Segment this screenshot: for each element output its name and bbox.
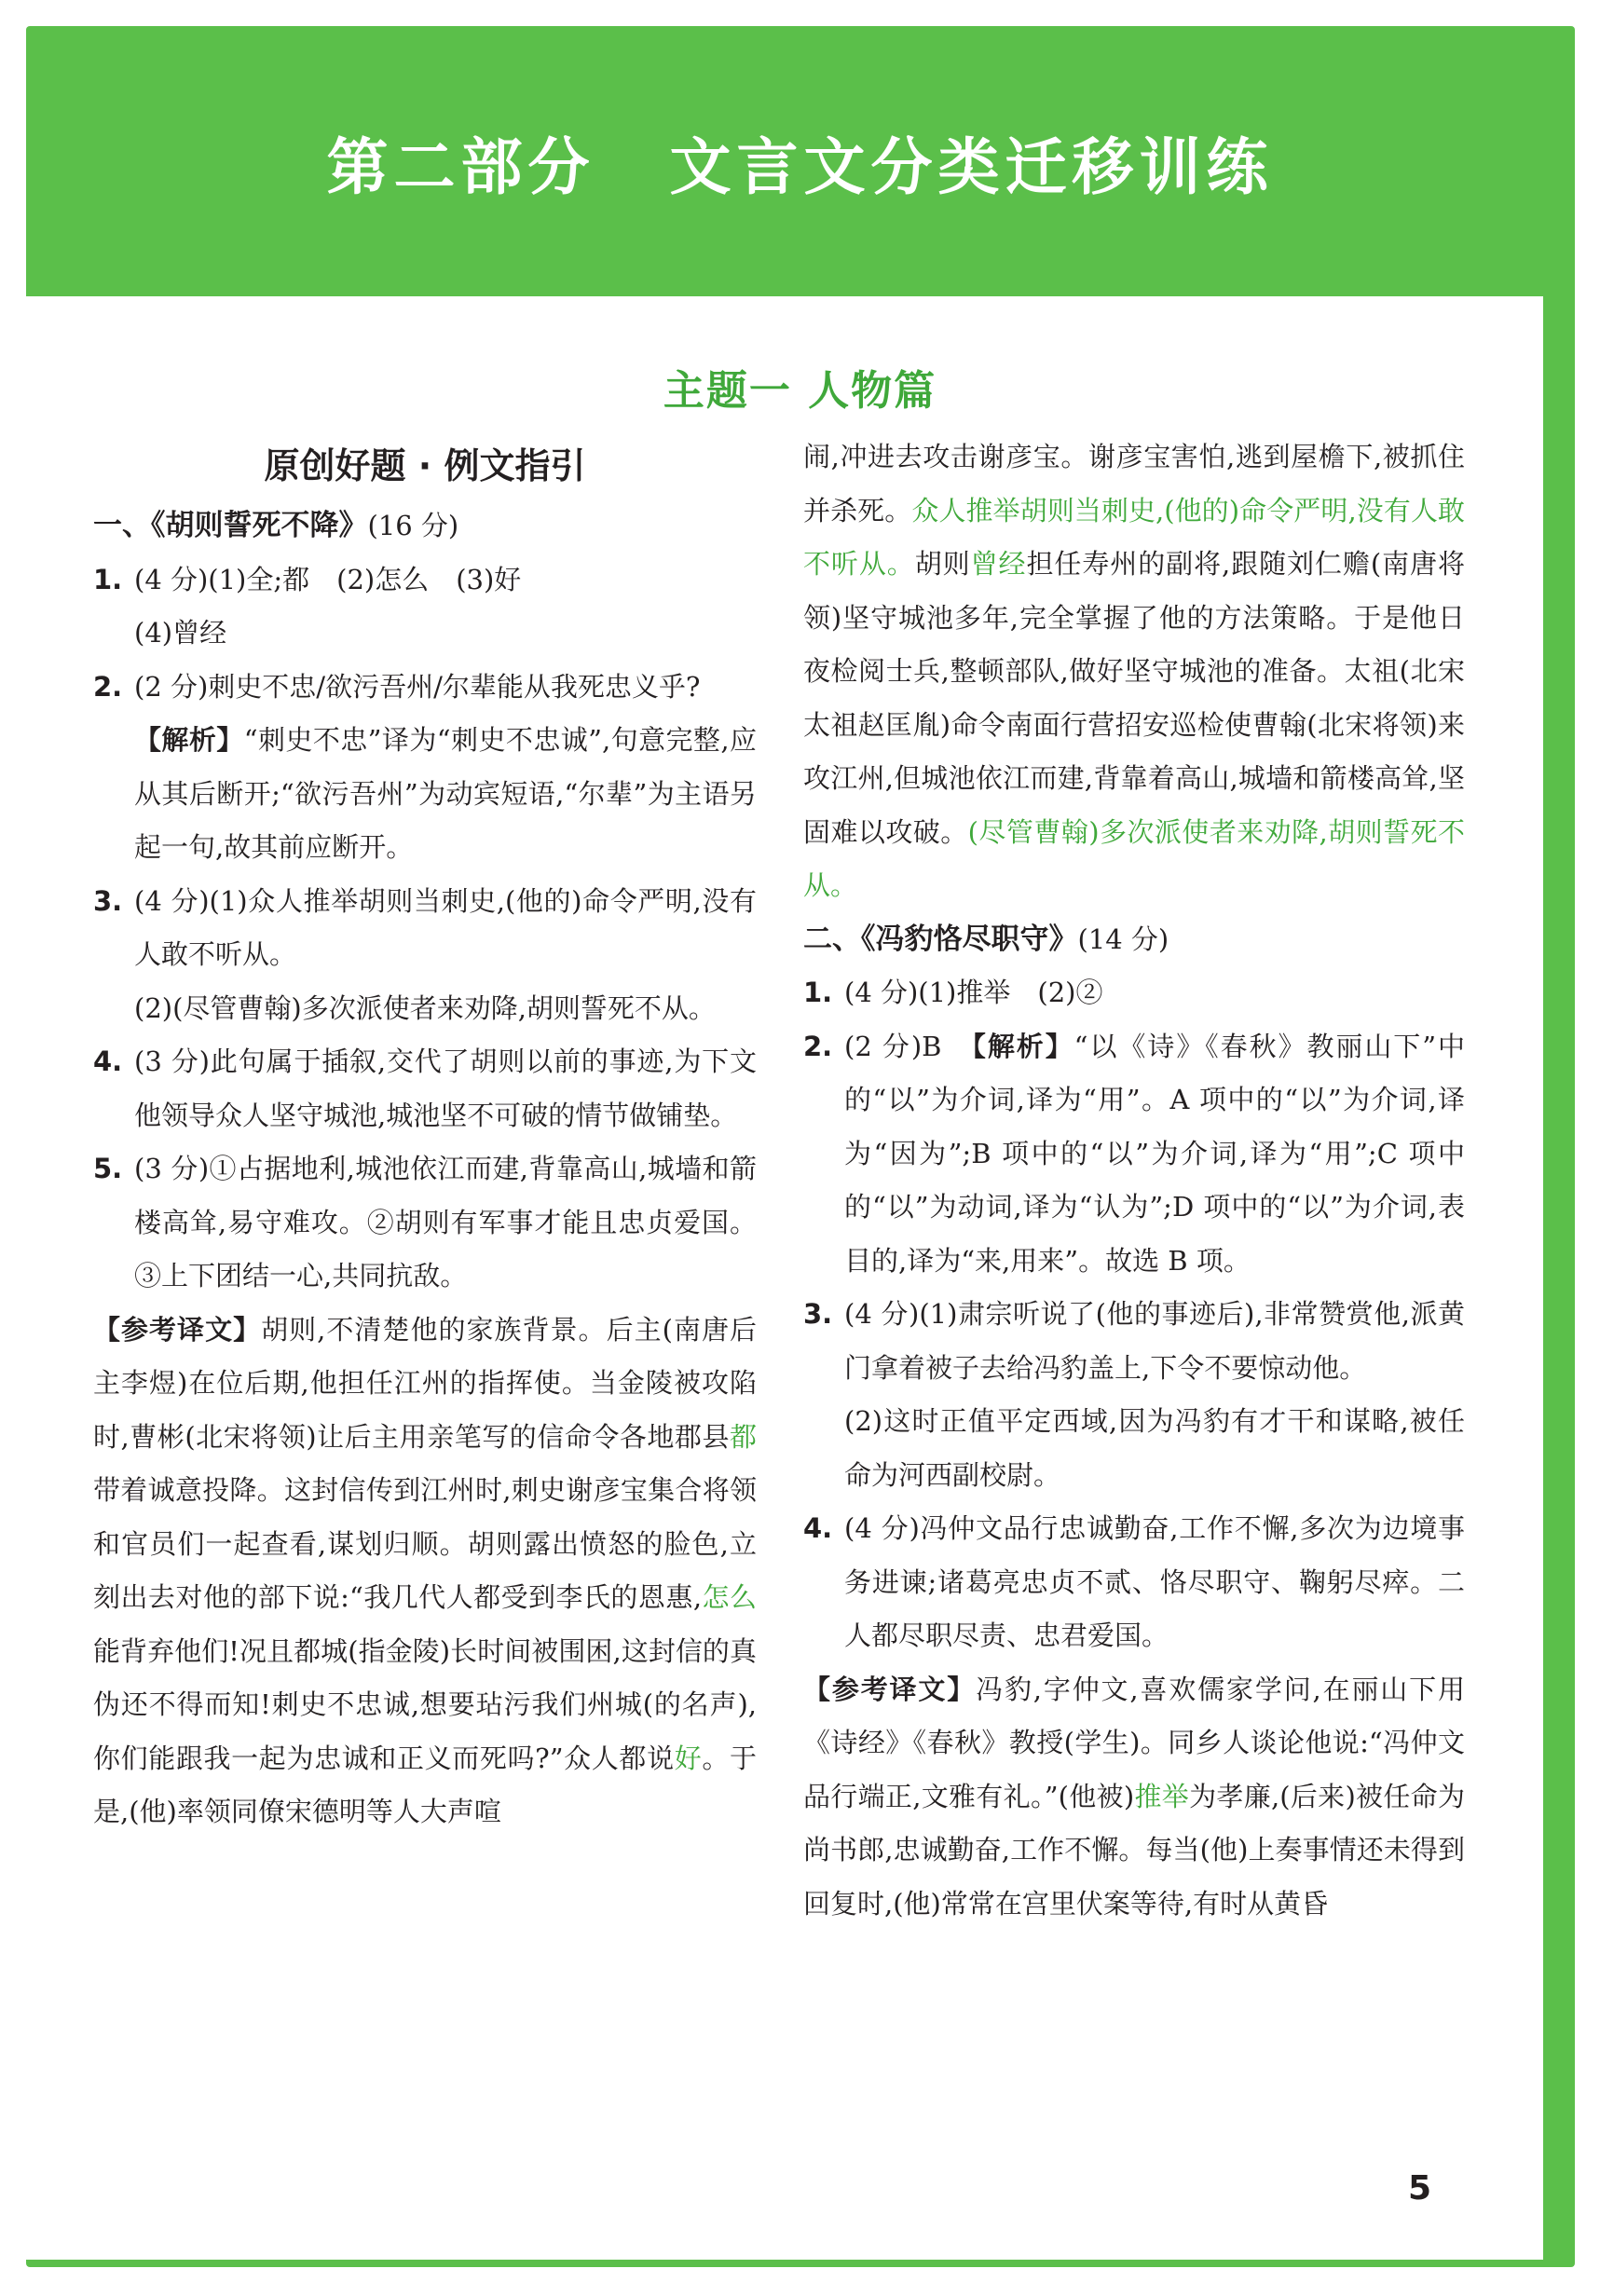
p1-question-4 (93, 1035, 757, 1142)
highlight: (尽管曹翰)多次派使者来劝降,胡则誓死不从。 (803, 815, 1465, 901)
section-title: 原创好题 · 例文指引 (264, 445, 586, 486)
translation-tag: 【参考译文】 (803, 1673, 977, 1705)
answer-text: (3 分)此句属于插叙,交代了胡则以前的事迹,为下文他领导众人坚守城池,城池坚不可破的情节做铺垫。 (134, 1046, 757, 1131)
passage2-title: 二、《冯豹恪尽职守》 (803, 922, 1078, 956)
passage2-score: (14 分) (1077, 922, 1169, 955)
highlight: 曾经 (970, 548, 1027, 580)
translation-text: 担任寿州的副将,跟随刘仁赡(南唐将领)坚守城池多年,完全掌握了他的方法策略。于是他日夜检阅士兵,整顿部队,做好坚守城池的准备。太祖(北宋太祖赵匡胤)命令南面行营招安巡检使曹翰(北宋将领)来攻江州,但城池依江而建,背靠着高山,城墙和箭楼高耸,坚固难以攻破。 (803, 548, 1465, 848)
highlight: 都 (729, 1420, 757, 1453)
answer-text: (2 分)刺史不忠/欲污吾州/尔辈能从我死忠义乎? (134, 670, 701, 703)
passage2-heading (803, 913, 1465, 967)
right-column (803, 430, 1465, 1931)
p2-translation (803, 1663, 1465, 1932)
answer-text: (4)曾经 (134, 617, 227, 649)
answer-text: (4 分)冯仲文品行忠诚勤奋,工作不懈,多次为边境事务进谏;诸葛亮忠贞不贰、恪尽职守、鞠躬尽瘁。二人都尽职尽责、忠君爱国。 (844, 1512, 1465, 1651)
question-number: 1. (803, 977, 833, 1008)
answer-text: (4 分)(1)推举 (2)② (844, 977, 1103, 1008)
theme-title: 主题一 人物篇 (663, 367, 937, 415)
highlight: 怎么 (702, 1581, 757, 1613)
passage1-score: (16 分) (367, 510, 459, 541)
translation-text: 带着诚意投降。这封信传到江州时,刺史谢彦宝集合将领和官员们一起查看,谋划归顺。胡则露出愤怒的脸色,立刻出去对他的部下说:“我几代人都受到李氏的恩惠, (93, 1474, 757, 1613)
question-number: 2. (803, 1030, 833, 1062)
highlight: 好 (674, 1742, 703, 1774)
translation-text: 能背弃他们!况且都城(指金陵)长时间被围困,这封信的真伪还不得而知!刺史不忠诚,想要玷污我们州城(的名声),你们能跟我一起为忠诚和正义而死吗?”众人都说 (93, 1634, 757, 1774)
question-number: 4. (803, 1512, 833, 1544)
p1-translation-continued (803, 430, 1465, 913)
translation-text: 胡则 (914, 548, 971, 580)
question-number: 1. (93, 563, 123, 595)
p1-question-2 (93, 661, 757, 875)
passage1-title: 一、《胡则誓死不降》 (93, 509, 368, 542)
answer-text: (2)这时正值平定西域,因为冯豹有才干和谋略,被任命为河西副校尉。 (844, 1405, 1465, 1491)
highlight: 众人推举胡则当刺史,(他的)命令严明,没有人敢不听从。 (803, 494, 1465, 580)
question-number: 3. (93, 884, 123, 917)
translation-tag: 【参考译文】 (93, 1313, 262, 1346)
highlight: 推举 (1134, 1780, 1190, 1812)
analysis-text: “以《诗》《春秋》教丽山下”中的“以”为介词,译为“用”。A 项中的“以”为介词,译为“因为”;B 项中的“以”为介词,译为“用”;C 项中的“以”为动词,译为“认为”;D 项中的“以”为介词,表目的,译为“来,用来”。故选 B 项。 (844, 1030, 1466, 1277)
p1-question-3 (93, 875, 757, 1036)
banner-title (0, 26, 1600, 296)
answer-text: (2 分)B (844, 1030, 973, 1062)
answer-text: (3 分)①占据地利,城池依江而建,背靠高山,城墙和箭楼高耸,易守难攻。②胡则有军事才能且忠贞爱国。③上下团结一心,共同抗敌。 (134, 1153, 757, 1292)
translation-text: 胡则,不清楚他的家族背景。后主(南唐后主李煜)在位后期,他担任江州的指挥使。当金陵被攻陷时,曹彬(北宋将领)让后主用亲笔写的信命令各地郡县 (93, 1313, 757, 1453)
p2-question-4 (803, 1502, 1465, 1663)
p2-question-3 (803, 1288, 1465, 1502)
question-number: 5. (93, 1153, 123, 1184)
p1-question-5 (93, 1142, 757, 1304)
banner-title-text: 文言文分类迁移训练 (669, 130, 1274, 203)
analysis-text: “刺史不忠”译为“刺史不忠诚”,句意完整,应从其后断开;“欲污吾州”为动宾短语,“尔辈”为主语另起一句,故其前应断开。 (134, 724, 757, 863)
answer-text: (4 分)(1)肃宗听说了(他的事迹后),非常赞赏他,派黄门拿着被子去给冯豹盖上,下令不要惊动他。 (844, 1298, 1465, 1384)
p1-translation (93, 1304, 757, 1839)
p2-question-2 (803, 1020, 1465, 1289)
p2-question-1 (803, 966, 1465, 1020)
p1-question-1 (93, 554, 757, 661)
translation-text: 。于是,(他)率领同僚宋德明等人大声喧 (93, 1742, 757, 1827)
translation-text: 闹,冲进去攻击谢彦宝。谢彦宝害怕,逃到屋檐下,被抓住并杀死。 (803, 441, 1465, 526)
passage1-heading (93, 499, 757, 554)
banner-part: 第二部分 (326, 130, 595, 203)
page-number: 5 (1408, 2169, 1432, 2207)
translation-text: 冯豹,字仲文,喜欢儒家学问,在丽山下用《诗经》《春秋》教授(学生)。同乡人谈论他说:“冯仲文品行端正,文雅有礼。”(他被) (803, 1673, 1465, 1812)
question-number: 3. (803, 1298, 833, 1330)
translation-text: 为孝廉,(后来)被任命为尚书郎,忠诚勤奋,工作不懈。每当(他)上奏事情还未得到回复时,(他)常常在宫里伏案等待,有时从黄昏 (803, 1780, 1465, 1920)
question-number: 2. (93, 670, 123, 703)
answer-text: (2)(尽管曹翰)多次派使者来劝降,胡则誓死不从。 (134, 991, 716, 1024)
left-column (93, 438, 757, 1839)
analysis-tag: 【解析】 (134, 724, 244, 756)
analysis-tag: 【解析】 (972, 1030, 1074, 1062)
answer-text: (4 分)(1)众人推举胡则当刺史,(他的)命令严明,没有人敢不听从。 (134, 884, 757, 970)
question-number: 4. (93, 1046, 123, 1077)
answer-text: (4 分)(1)全;都 (2)怎么 (3)好 (134, 563, 522, 595)
